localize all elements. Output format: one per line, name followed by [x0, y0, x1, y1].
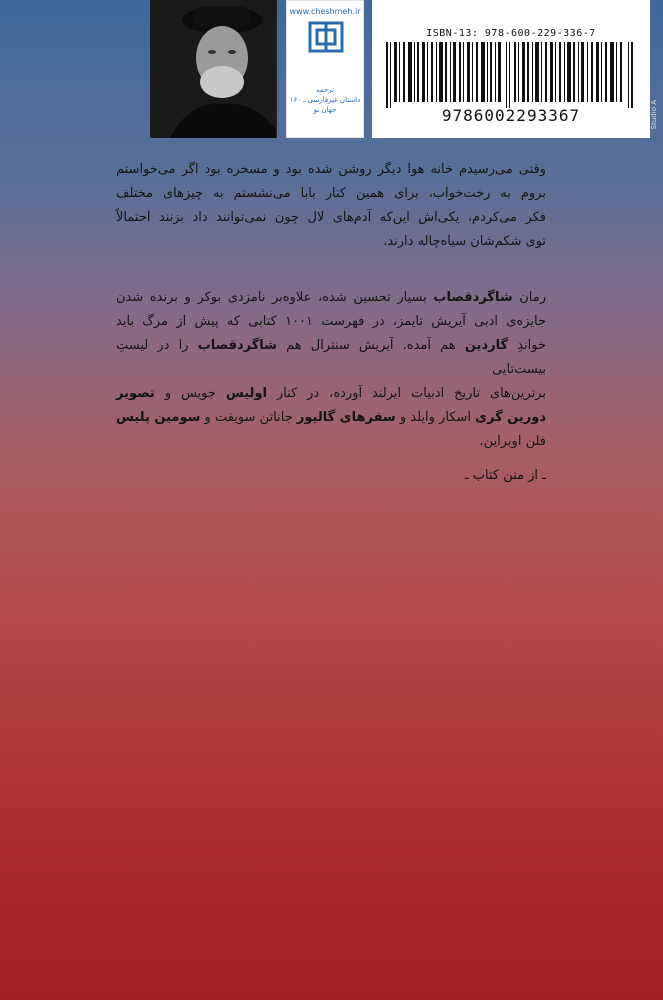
book-title: شاگردقصاب: [433, 290, 513, 305]
studio-credit: Studio A: [650, 100, 658, 130]
description-paragraph: [116, 286, 546, 454]
text-run: اسکار وایلد و: [395, 410, 476, 425]
author-photo: [150, 0, 277, 138]
publisher-url: www.cheshmeh.ir: [289, 7, 361, 16]
text-run: برترین‌های تاریخ ادبیات ایرلند آورده، در کنار: [266, 386, 546, 401]
source-note: ـ از متن کتاب ـ: [464, 468, 546, 483]
description-line-2: جایزه‌ی ادبی آیریش تایمز، در فهرست ۱۰۰۱ کتابی که پیش از مرگ باید: [116, 314, 547, 329]
text-run: خواندِ: [508, 338, 546, 353]
text-run: جویس و: [154, 386, 226, 401]
excerpt-line: بروم به رخت‌خواب، برای همین کنار بابا می‌نشستم به چیزهای مختلف: [116, 186, 546, 201]
text-run: بسیار تحسین شده، علاوه‌بر نامزدی بوکر و برنده شدن: [116, 290, 434, 305]
description-line-1: [116, 286, 546, 310]
barcode-block: [372, 0, 650, 138]
isbn-label: ISBN-13: 978-600-229-336-7: [426, 28, 596, 39]
text-run: رمان: [512, 290, 546, 305]
book-title: سومین پلیس: [116, 410, 201, 425]
excerpt-line: فکر می‌کردم، یکی‌اش این‌که آدم‌های لال چون نمی‌توانند داد بزنند احتمالاً: [116, 210, 546, 225]
excerpt-line: وقتی می‌رسیدم خانه هوا دیگر روشن شده بود و مسخره بود اگر می‌خواستم: [116, 162, 546, 177]
book-title: دورین گری: [475, 410, 547, 425]
book-title: اولیس: [225, 386, 267, 401]
text-run: هم آمده. آیریش سنترال هم: [276, 338, 465, 353]
book-title: تصویر: [116, 386, 155, 401]
book-title: سفرهای گالیور: [296, 410, 396, 425]
publisher-block: [286, 0, 364, 138]
publisher-logo-icon: [308, 21, 344, 53]
text-run: جاناتن سویفت و: [200, 410, 297, 425]
series-name: داستان غیرفارسی ـ ۱۶۰: [289, 96, 361, 104]
newspaper-title: گاردین: [464, 338, 509, 353]
series-label: ترجمه: [316, 86, 334, 94]
description-line-6: فلن اوبراین.: [479, 434, 546, 449]
barcode-number: 9786002293367: [441, 106, 581, 125]
author-portrait-illustration: [150, 0, 276, 138]
collection-name: جهان نو: [313, 106, 337, 114]
book-title: شاگردقصاب: [197, 338, 277, 353]
excerpt-line: توی شکم‌شان سیاه‌چاله دارند.: [383, 234, 546, 249]
excerpt-paragraph: [116, 158, 546, 254]
description-line-5: [116, 406, 546, 430]
text-run: را در لیستِ بیست‌تایی: [116, 338, 546, 377]
description-line-3: [116, 334, 546, 382]
barcode-bars: [382, 42, 640, 114]
description-line-4: [116, 382, 546, 406]
publisher-series: [287, 85, 363, 115]
